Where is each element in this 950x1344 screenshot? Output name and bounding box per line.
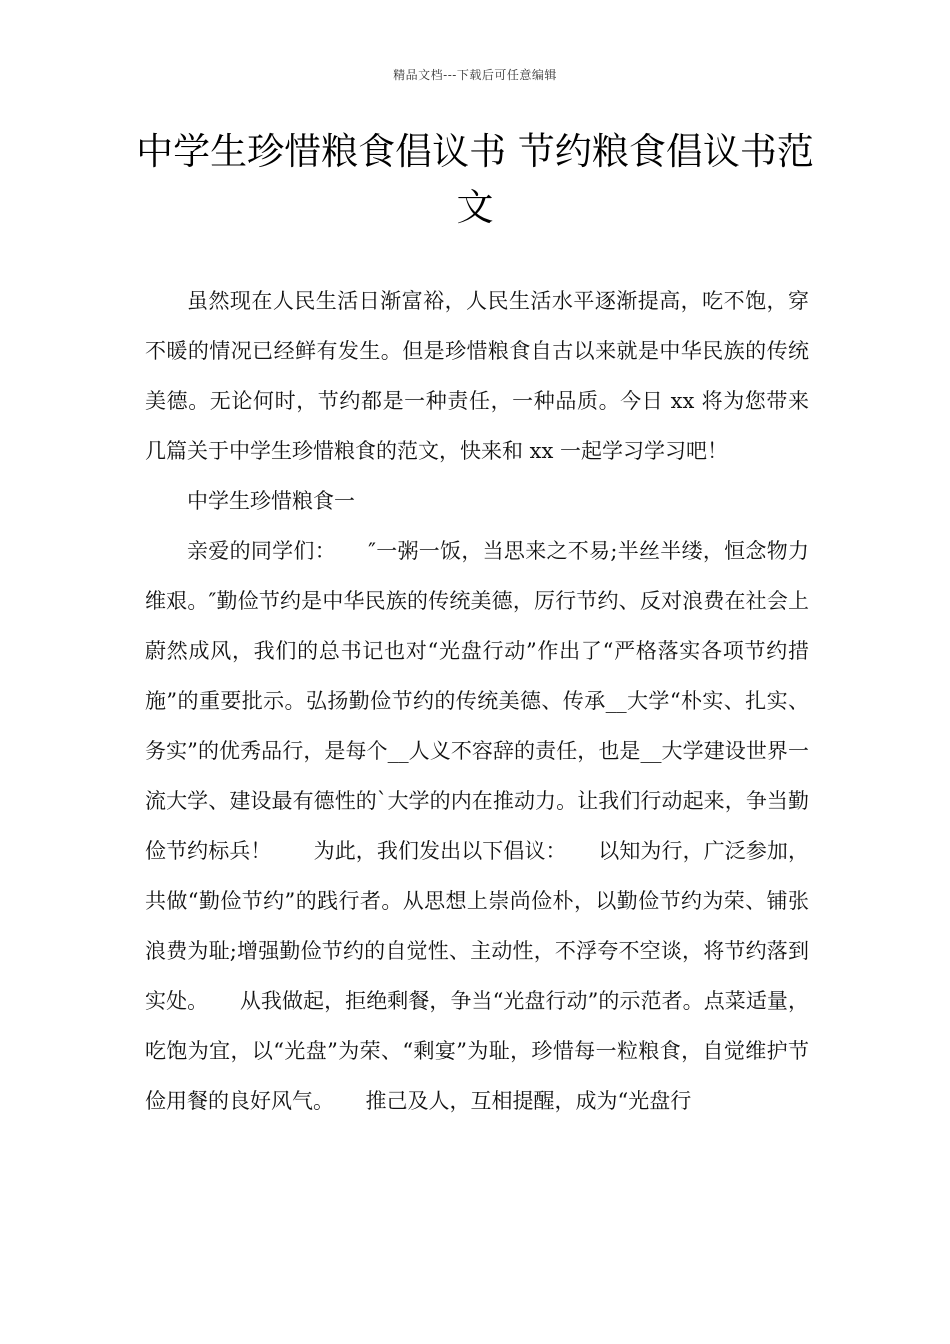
document-title: 中学生珍惜粮食倡议书 节约粮食倡议书范文 [136,130,814,229]
body-paragraph: 亲爱的同学们： ″一粥一饭，当思来之不易;半丝半缕，恒念物力维艰。″勤俭节约是中华民族的传统美德，厉行节约、反对浪费在社会上蔚然成风，我们的总书记也对“光盘行动”作出了“严格落实各项节约措施”的重要批示。弘扬勤俭节约的传统美德、传承__大学“朴实、扎实、务实”的优秀品行，是每个__人义不容辞的责任，也是__大学建设世界一流大学、建设最有德性的`大学的内在推动力。让我们行动起来，争当勤俭节约标兵！ 为此，我们发出以下倡议： 以知为行，广泛参加，共做“勤俭节约”的践行者。从思想上崇尚俭朴，以勤俭节约为荣、铺张浪费为耻;增强勤俭节约的自觉性、主动性，不浮夸不空谈，将节约落到实处。 从我做起，拒绝剩餐，争当“光盘行动”的示范者。点菜适量，吃饱为宜，以“光盘”为荣、“剩宴”为耻，珍惜每一粒粮食，自觉维护节俭用餐的良好风气。 推己及人，互相提醒，成为“光盘行 [145,539,809,1113]
section-heading: 中学生珍惜粮食一 [187,489,355,513]
intro-paragraph: 虽然现在人民生活日渐富裕，人民生活水平逐渐提高，吃不饱，穿不暖的情况已经鲜有发生。但是珍惜粮食自古以来就是中华民族的传统美德。无论何时，节约都是一种责任，一种品质。今日 xx 将为您带来几篇关于中学生珍惜粮食的范文，快来和 xx 一起学习学习吧！ [145,289,809,463]
header-note: 精品文档---下载后可任意编辑 [393,68,557,82]
document-body [145,276,809,1126]
